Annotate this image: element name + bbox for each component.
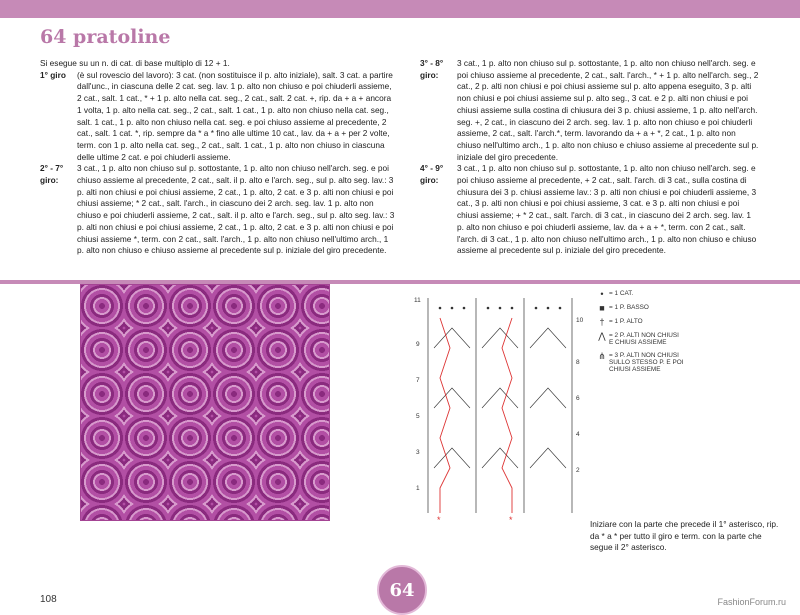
start-asterisk: *: [437, 515, 441, 525]
row-number: 2: [576, 467, 580, 474]
instructions-left-column: [40, 58, 395, 257]
row-number: 1: [416, 485, 420, 492]
top-color-bar: [0, 0, 800, 18]
row-text: 3 cat., 1 p. alto non chiuso sul p. sottostante, 1 p. alto non chiuso nell'arch. seg. e poi chiuso assieme al precedente, 2 cat., salt. il p. alto e l'arch. seg., sul p. alto seg. lav.: 3 p. alti non chiusi e poi chiusi assieme, 2 cat., 1 p. alto, 2 cat. e 3 p. alti non chiusi e poi chiusi assieme; * 2 cat., salt. l'arch., in ciascuno dei 2 arch. seg. lav. 1 p. alto non chiuso e poi chiuderli assieme, 2 cat., salt. il p. alto e l'arch. seg., sul p. alto seg. lav.: 3 p. alti non chiusi e poi chiusi assieme, 2 cat., 1 p. alto, 2 cat. e 3 p. alti non chiusi e poi chiusi assieme *, term. con 2 cat., salt. l'arch., 1 p. alto non chiuso nell'ultimo arch., 1 p. alto non chiuso e chiuso assieme al precedente sul p. iniziale del giro precedente.: [77, 163, 395, 256]
row-number: 11: [414, 297, 421, 304]
legend-item: [595, 290, 683, 298]
pattern-number-badge: 64: [377, 565, 427, 615]
chart-legend: [595, 290, 683, 379]
row-number: 6: [576, 395, 580, 402]
row-text: 3 cat., 1 p. alto non chiuso sul p. sottostante, 1 p. alto non chiuso nell'arch. seg. e poi chiuso assieme al precedente, 2 cat., salt. l'arch., * + 1 p. alto nell'arch. seg., 2 cat., 2 p. alti non chiusi e poi chiusi assieme sul p. alto appena eseguito, 3 p. alti non chiusi e poi chiusi assieme sul p. alto seg., 3 cat. e 2 p. alti non chiusi e poi chiusi assieme sulla costina di chiusura dei 3 p. chiusi assieme, 1 p. alto nell'arch. seg. +, 2 cat., in ciascuno dei 2 arch. seg. lav. 1 p. alto non chiuso e poi chiuderli assieme, 2 cat., salt. l'arch.*, term. lavorando da + a + *, 2 cat., 1 p. alto non chiuso nell'ultimo arch., 1 p. alto non chiuso e chiuso assieme al precedente sul p. iniziale del giro precedente.: [457, 58, 759, 162]
row-label: 1° giro: [40, 69, 66, 80]
legend-item: [595, 318, 683, 326]
watermark: FashionForum.ru: [717, 597, 786, 607]
instructions-right-column: [420, 58, 760, 257]
row-number: 10: [576, 317, 584, 324]
instruction-row: [40, 163, 395, 257]
crochet-swatch-photo: [80, 284, 330, 521]
instruction-row: [420, 163, 760, 257]
single-crochet-icon: ■: [599, 303, 605, 313]
dc2tog-icon: ⋀: [598, 331, 606, 341]
row-number: 8: [576, 359, 580, 366]
page-title: 64 pratoline: [40, 26, 171, 48]
page-number: 108: [40, 594, 57, 605]
double-crochet-icon: †: [599, 317, 605, 327]
row-number: 5: [416, 413, 420, 420]
row-text: (è sul rovescio del lavoro): 3 cat. (non sostituisce il p. alto iniziale), salt. 3 cat. a partire dall'unc., in ciascuna delle 2 cat. seg. lav. 1 p. alto non chiuso e poi chiuderli assieme, 2 cat., salt. 1 cat., * + 1 p. alto nella cat. seg., 2 cat., salt. 2 cat. +, rip. da + a + ancora 1 volta, 1 p. alto nella cat. seg., 2 cat., salt. 1 cat., 1 p. alto non chiuso nella cat. seg., salt. 1 cat., 1 p. alto non chiuso nella cat. seg. e poi chiuso assieme al precedente, 2 cat., salt. 1 cat. *, rip. sempre da * a * fino alle ultime 10 cat., lav. da + a + per 2 volte, term. con 1 p. alto nella cat. seg., 2 cat., salt. 1 cat., 1 p. alto non chiuso in ciascuna delle ultime 2 cat. e poi chiuderli assieme.: [77, 69, 393, 162]
cluster-icon: ⋔: [598, 351, 606, 361]
row-text: 3 cat., 1 p. alto non chiuso sul p. sottostante, 1 p. alto non chiuso nell'arch. seg. e poi chiuso assieme al precedente, + 2 cat., salt. l'arch. di 3 cat., sulla costina di chiusura dei 3 p. chiusi assieme lav.: 3 p. alti non chiusi e poi chiuderli assieme, 3 cat., 3 p. alti non chiusi e poi chiusi assieme, 3 cat. e 3 p. alti non chiusi e poi chiusi assieme; + * 2 cat., salt. l'arch. di 3 cat., in ciascuno dei 2 arch. seg. lav. 1 p. alto non chiuso e poi chiuderli assieme, lav. da + a + *, term. con 2 cat., salt. l'arch. di 3 cat., 1 p. alto non chiuso nell'ultimo arch., 1 p. alto non chiuso e chiuso assieme al precedente sul p. iniziale del giro precedente.: [457, 163, 757, 256]
legend-text: = 1 P. BASSO: [609, 304, 649, 311]
intro-text: Si esegue su un n. di cat. di base multiplo di 12 + 1.: [40, 58, 230, 68]
row-number: 9: [416, 341, 420, 348]
row-number: 7: [416, 377, 420, 384]
legend-text: = 3 P. ALTI NON CHIUSI SULLO STESSO P. E POI CHIUSI ASSIEME: [609, 352, 684, 373]
chart-note: Iniziare con la parte che precede il 1° asterisco, rip. da * a * per tutto il giro e term. con la parte che segue il 2° asterisco.: [590, 519, 779, 552]
legend-text: = 2 P. ALTI NON CHIUSI E CHIUSI ASSIEME: [609, 332, 679, 346]
legend-item: [595, 352, 683, 373]
row-label: 2° - 7° giro:: [40, 163, 64, 186]
row-number: 3: [416, 449, 420, 456]
legend-text: = 1 CAT.: [609, 290, 634, 297]
end-asterisk: *: [509, 515, 513, 525]
legend-item: [595, 304, 683, 312]
legend-item: [595, 332, 683, 346]
chain-icon: •: [600, 289, 604, 299]
crochet-chart-diagram: [410, 288, 590, 528]
row-number: 4: [576, 431, 580, 438]
row-label: 4° - 9° giro:: [420, 163, 444, 186]
legend-text: = 1 P. ALTO: [609, 318, 643, 325]
row-label: 3° - 8° giro:: [420, 58, 444, 80]
instruction-row: [40, 70, 395, 164]
instruction-row: [420, 58, 760, 163]
